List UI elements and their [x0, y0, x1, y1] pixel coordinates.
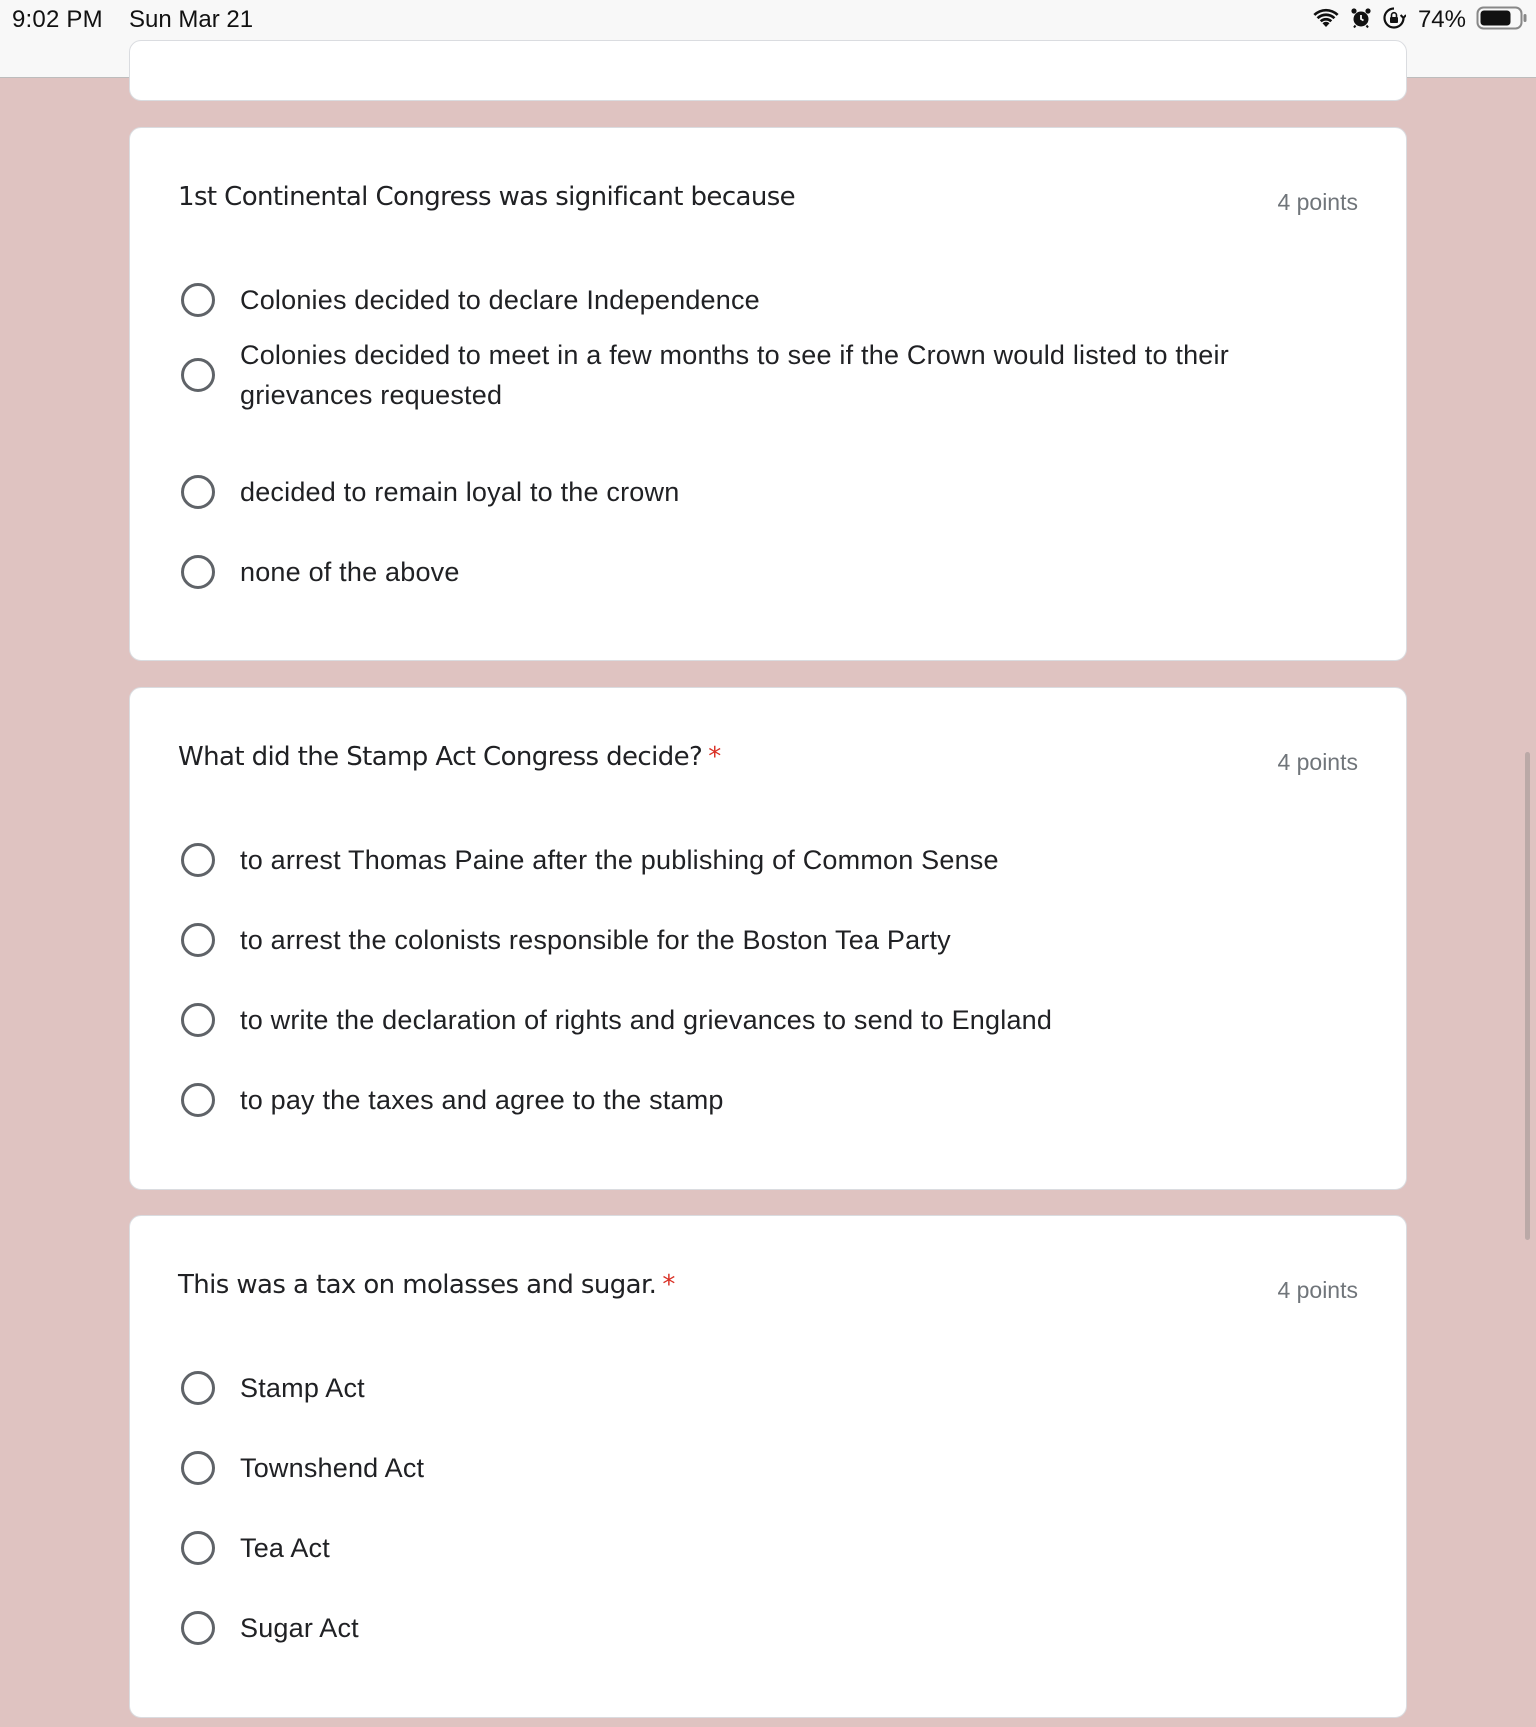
- option-label: Tea Act: [240, 1533, 330, 1563]
- option-label: to pay the taxes and agree to the stamp: [240, 1085, 724, 1115]
- radio-button[interactable]: [181, 1003, 215, 1037]
- answer-option[interactable]: [178, 1608, 1348, 1648]
- answer-option[interactable]: [178, 335, 1348, 415]
- answer-option[interactable]: [178, 1080, 1348, 1120]
- question-card: [129, 1215, 1407, 1718]
- status-time: 9:02 PM: [12, 6, 103, 33]
- wifi-icon: [1312, 7, 1340, 34]
- option-label: Townshend Act: [240, 1453, 425, 1483]
- answer-option[interactable]: [178, 280, 1348, 320]
- required-asterisk: *: [662, 1270, 675, 1300]
- question-points: 4 points: [1277, 749, 1358, 775]
- option-label: decided to remain loyal to the crown: [240, 477, 680, 507]
- question-title: [178, 182, 795, 212]
- alarm-icon: [1350, 7, 1372, 34]
- option-label: Colonies decided to declare Independence: [240, 285, 760, 315]
- answer-option[interactable]: [178, 1368, 1348, 1408]
- orientation-lock-icon: [1382, 6, 1406, 35]
- required-asterisk: *: [708, 742, 721, 772]
- question-title-text: What did the Stamp Act Congress decide?: [178, 742, 703, 772]
- answer-option[interactable]: [178, 1000, 1348, 1040]
- question-title-text: This was a tax on molasses and sugar.: [178, 1270, 657, 1300]
- radio-button[interactable]: [181, 358, 215, 392]
- answer-option[interactable]: [178, 552, 1348, 592]
- radio-button[interactable]: [181, 1531, 215, 1565]
- status-date: Sun Mar 21: [129, 6, 254, 33]
- question-card: [129, 127, 1407, 661]
- radio-button[interactable]: [181, 1451, 215, 1485]
- battery-percent: 74%: [1417, 6, 1466, 33]
- question-title-text: 1st Continental Congress was significant because: [178, 182, 796, 212]
- radio-button[interactable]: [181, 843, 215, 877]
- radio-button[interactable]: [181, 1083, 215, 1117]
- radio-button[interactable]: [181, 555, 215, 589]
- option-label: to arrest the colonists responsible for the Boston Tea Party: [240, 925, 951, 955]
- battery-icon: [1476, 5, 1528, 36]
- option-label: to write the declaration of rights and grievances to send to England: [240, 1005, 1053, 1035]
- question-title: [178, 742, 721, 772]
- radio-button[interactable]: [181, 1611, 215, 1645]
- question-title: [178, 1270, 675, 1300]
- option-label: to arrest Thomas Paine after the publishing of Common Sense: [240, 845, 999, 875]
- option-label: Stamp Act: [240, 1373, 365, 1403]
- option-label: none of the above: [240, 557, 460, 587]
- option-label: Sugar Act: [240, 1613, 359, 1643]
- option-label: Colonies decided to meet in a few months to see if the Crown would listed to their grievances requested: [240, 340, 1229, 410]
- radio-button[interactable]: [181, 1371, 215, 1405]
- status-icons: [1312, 5, 1528, 35]
- answer-option[interactable]: [178, 840, 1348, 880]
- radio-button[interactable]: [181, 283, 215, 317]
- radio-button[interactable]: [181, 475, 215, 509]
- radio-button[interactable]: [181, 923, 215, 957]
- answer-option[interactable]: [178, 1528, 1348, 1568]
- scrollbar[interactable]: [1525, 752, 1530, 1240]
- answer-option[interactable]: [178, 472, 1348, 512]
- previous-question-card: [129, 40, 1407, 101]
- answer-option[interactable]: [178, 920, 1348, 960]
- question-card: [129, 687, 1407, 1190]
- answer-option[interactable]: [178, 1448, 1348, 1488]
- question-points: 4 points: [1277, 1277, 1358, 1303]
- question-points: 4 points: [1277, 189, 1358, 215]
